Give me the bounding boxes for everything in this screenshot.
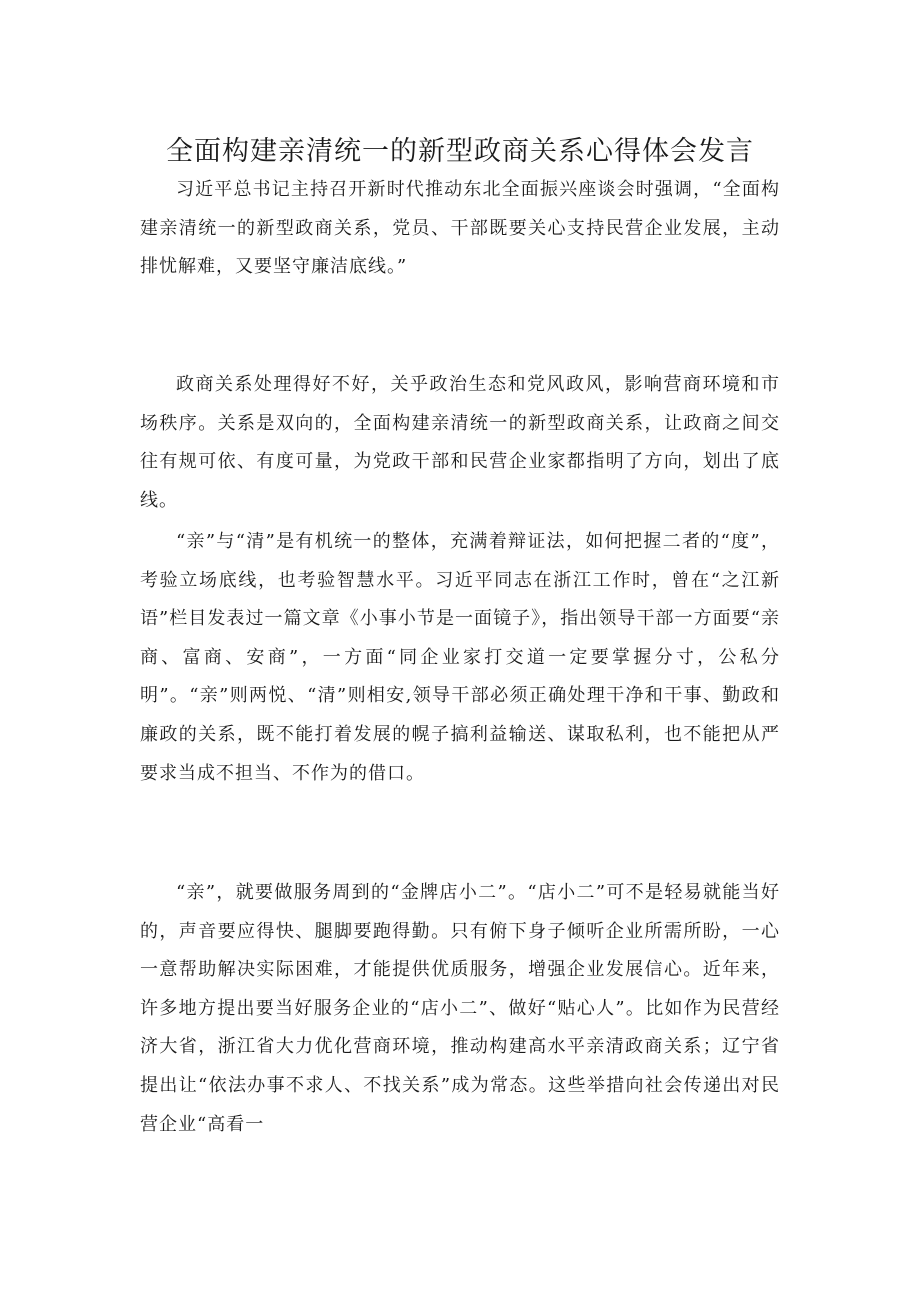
paragraph-3: “亲”与“清”是有机统一的整体，充满着辩证法，如何把握二者的“度”，考验立场底线，也考验智慧水平。习近平同志在浙江工作时，曾在“之江新语”栏目发表过一篇文章《小事小节是一面镜子》，指出领导干部一方面要“亲商、富商、安商”，一方面“同企业家打交道一定要掌握分寸，公私分明”。“亲”则两悦、“清”则相安,领导干部必须正确处理干净和干事、勤政和廉政的关系，既不能打着发展的幌子搞利益输送、谋取私利，也不能把从严要求当成不担当、不作为的借口。	[140, 531, 780, 784]
paragraph-2: 政商关系处理得好不好，关乎政治生态和党风政风，影响营商环境和市场秩序。关系是双向的，全面构建亲清统一的新型政商关系，让政商之间交往有规可依、有度可量，为党政干部和民营企业家都指明了方向，划出了底线。	[140, 374, 780, 511]
paragraph-1: 习近平总书记主持召开新时代推动东北全面振兴座谈会时强调，“全面构建亲清统一的新型政商关系，党员、干部既要关心支持民营企业发展，主动排忧解难，又要坚守廉洁底线。”	[140, 179, 780, 278]
paragraph-4: “亲”，就要做服务周到的“金牌店小二”。“店小二”可不是轻易就能当好的，声音要应得快、腿脚要跑得勤。只有俯下身子倾听企业所需所盼，一心一意帮助解决实际困难，才能提供优质服务，增强企业发展信心。近年来，许多地方提出要当好服务企业的“店小二”、做好“贴心人”。比如作为民营经济大省，浙江省大力优化营商环境，推动构建高水平亲清政商关系；辽宁省提出让“依法办事不求人、不找关系”成为常态。这些举措向社会传递出对民营企业“高看一	[140, 882, 780, 1135]
document-title: 全面构建亲清统一的新型政商关系心得体会发言	[166, 136, 754, 167]
